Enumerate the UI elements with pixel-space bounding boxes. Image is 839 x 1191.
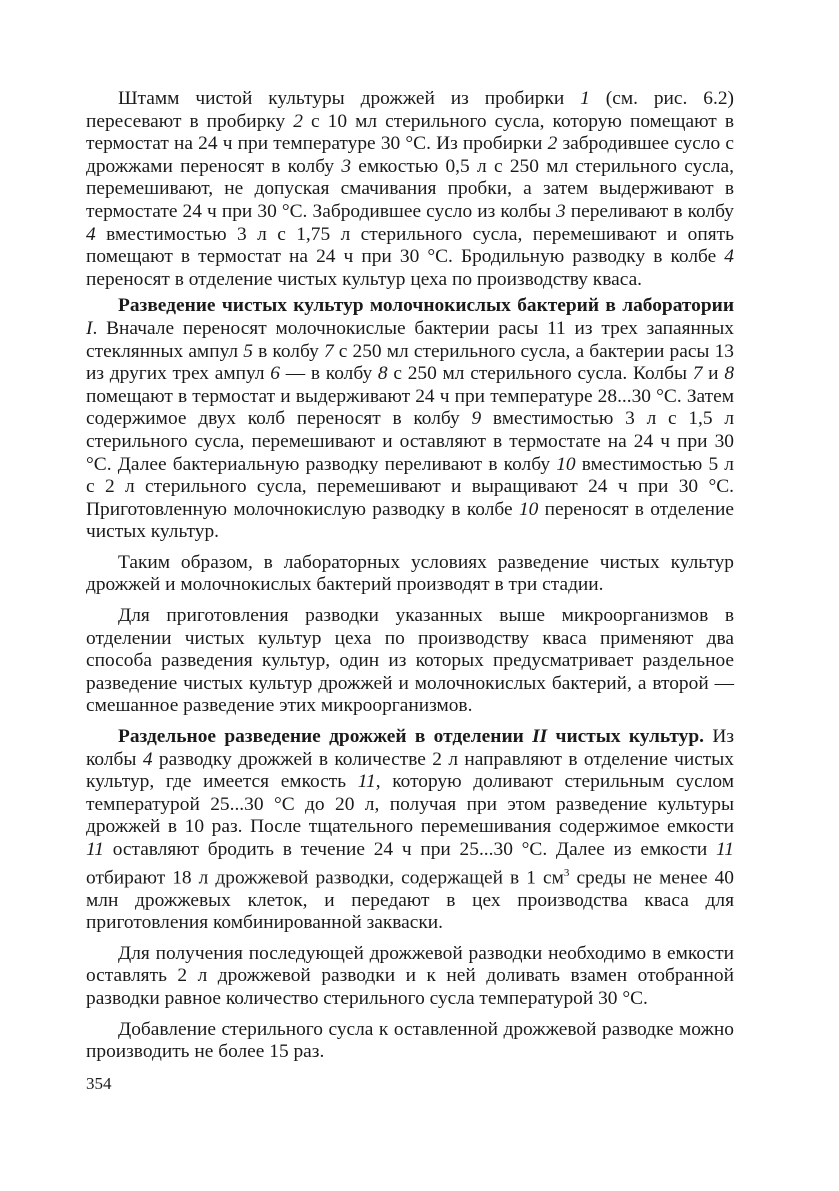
text-run: вместимостью 5 л с 2 л стерильного сусла, перемешивают и выращивают 24 ч при 30 °С. Приготовленную молочнокислую разводку в колбе (86, 453, 734, 520)
section-heading: Раздельное разведение дрожжей в отделении (118, 726, 533, 748)
section-heading: чистых культур. (547, 726, 705, 748)
text-run: переносят в отделение чистых культур цеха по производству кваса. (86, 268, 643, 290)
paragraph-yeast-strain (86, 88, 734, 291)
item-number: 6 (270, 363, 280, 385)
item-number: 8 (377, 363, 388, 385)
text-run: (см. рис. 6.2) пересевают в пробирку (86, 88, 734, 132)
item-number: 4 (724, 246, 734, 268)
item-number: 3 (555, 200, 566, 222)
item-number: 4 (142, 748, 153, 770)
text-run: с 250 мл стерильного сусла, а бактерии расы 13 из других трех ампул (86, 340, 735, 385)
text-run: вместимостью 3 л с 1,5 л стерильного сусла, перемешивают и оставляют в термостате на 24 ч при 30 °С. Далее бактериальную разводку переливают в колбу (86, 408, 734, 475)
item-number: 5 (243, 340, 253, 362)
superscript: 3 (563, 866, 570, 879)
item-number: 10 (556, 453, 576, 475)
text-run: Из колбы (86, 726, 734, 770)
paragraph-adding-wort: Добавление стерильного сусла к оставленной дрожжевой разводке можно производить не более 15 раз. (86, 1018, 734, 1063)
item-number: 9 (471, 408, 482, 430)
item-number: 2 (293, 110, 303, 132)
paragraph-two-methods: Для приготовления разводки указанных выше микроорганизмов в отделении чистых культур цеха по производству кваса применяют два способа разведения культур, один из которых предусматривает раздельное разведение чистых культур дрожжей и молочнокислых бактерий, а второй — смешанное разведение этих микроорганизмов. (86, 605, 734, 717)
text-run: отбирают 18 л дрожжевой разводки, содержащей в 1 см (86, 867, 564, 889)
item-number: 11 (357, 771, 376, 793)
text-run: , которую доливают стерильным суслом температурой 25...30 °С до 20 л, получая при этом разведение культуры дрожжей в 10 раз. После тщательного перемешивания содержимое емкости (86, 771, 734, 838)
item-number: 4 (86, 223, 96, 245)
text-run: оставляют бродить в течение 24 ч при 25...30 °С. Далее из емкости (103, 839, 717, 860)
item-number: 10 (518, 498, 539, 520)
item-number: 2 (547, 133, 558, 155)
text-run: и (702, 363, 725, 385)
text-run: переносят в отделение чистых культур. (86, 498, 734, 543)
item-number: 7 (692, 363, 703, 385)
text-run: помещают в термостат и выдерживают 24 ч при температуре 28...30 °С. Затем содержимое двух колб переносят в колбу (86, 385, 734, 430)
item-number: 3 (341, 155, 352, 177)
item-number: 11 (716, 839, 734, 860)
paragraph-three-stages: Таким образом, в лабораторных условиях разведение чистых культур дрожжей и молочнокислых бактерий производят в три стадии. (86, 551, 734, 596)
paragraph-lactic-bacteria (86, 295, 734, 544)
text-run: с 10 мл стерильного сусла, которую помещают в термостат на 24 ч при температуре 30 °С. Из пробирки (86, 110, 734, 155)
page-number: 354 (86, 1074, 112, 1093)
text-run: с 250 мл стерильного сусла. Колбы (387, 363, 693, 385)
item-number: II (532, 726, 548, 748)
text-run: Штамм чистой культуры дрожжей из пробирки (118, 88, 581, 109)
text-run: в колбу (252, 340, 324, 362)
text-run: разводку дрожжей в количестве 2 л направляют в отделение чистых культур, где имеется емкость (86, 748, 734, 793)
text-run: среды не менее 40 млн дрожжевых клеток, и передают в цех производства кваса для приготовления комбинированной закваски. (86, 867, 735, 934)
item-number: 7 (323, 340, 334, 362)
page-body (86, 88, 734, 1068)
item-number: 8 (724, 363, 735, 385)
text-run: вместимостью 3 л с 1,75 л стерильного сусла, перемешивают и опять помещают в термостат на 24 ч при 30 °С. Бродильную разводку в колбе (86, 223, 734, 268)
item-number: I (86, 317, 93, 339)
text-run: — в колбу (279, 363, 378, 385)
text-run: забродившее сусло с дрожжами переносят в колбу (86, 133, 734, 177)
text-run: . Вначале переносят молочнокислые бактерии расы 11 из трех запаянных стеклянных ампул (86, 317, 734, 362)
paragraph-next-yeast: Для получения последующей дрожжевой разводки необходимо в емкости оставлять 2 л дрожжевой разводки и к ней доливать взамен отобранной разводки равное количество стерильного сусла температурой 30 °С. (86, 942, 734, 1010)
section-heading: Разведение чистых культур молочнокислых бактерий в лаборатории (118, 295, 734, 317)
item-number: 11 (86, 839, 104, 860)
paragraph-separate-yeast (86, 726, 734, 935)
text-run: переливают в колбу (565, 200, 734, 222)
text-run: емкостью 0,5 л с 250 мл стерильного сусла, перемешивают, не допуская смачивания пробки, а затем выдерживают в термостате 24 ч при 30 °С. Забродившее сусло из колбы (86, 155, 734, 222)
item-number: 1 (580, 88, 590, 109)
